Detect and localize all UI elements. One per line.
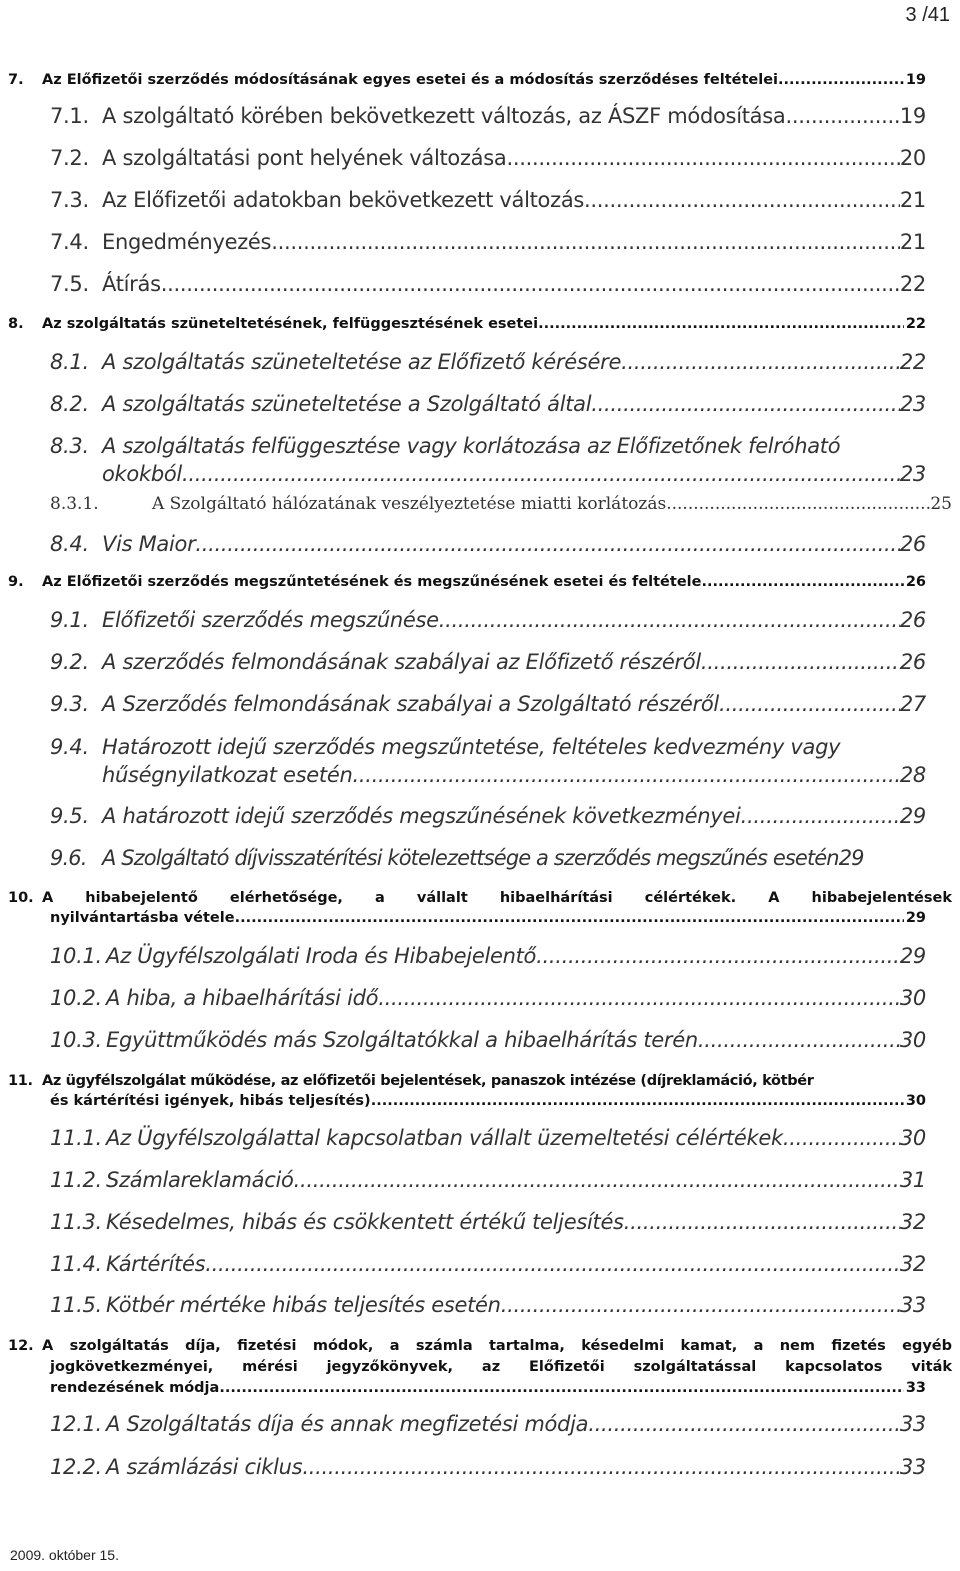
toc-entry-9-6[interactable] [0,846,960,870]
toc-title: Az Előfizetői szerződés megszűntetésének és megszűnésének esetei és feltétele [42,574,702,590]
toc-title: Kártérítés [106,1252,206,1276]
toc-page: 22 [905,316,926,332]
toc-number: 11.1. [50,1126,102,1150]
toc-title: Előfizetői szerződés megszűnése [102,608,439,632]
toc-page: 30 [899,1126,926,1150]
toc-number: 9.1. [50,608,89,632]
toc-entry-11-5[interactable] [0,1293,960,1317]
toc-page: 33 [899,1293,926,1317]
toc-number: 9. [8,574,24,590]
toc-page: 30 [905,1093,926,1109]
toc-number: 11.5. [50,1293,102,1317]
toc-page: 26 [905,574,926,590]
toc-leader [219,1378,903,1399]
toc-title: Számlareklamáció [106,1168,294,1192]
toc-leader [352,761,899,789]
toc-title: A szerződés felmondásának szabályai az Előfizető részéről [102,650,701,674]
toc-leader [778,72,904,88]
toc-leader [698,1028,900,1052]
toc-title-line1: Határozott idejű szerződés megszűntetése, feltételes kedvezmény vagy [102,735,841,759]
toc-number: 10.1. [50,944,102,968]
toc-title: A Szolgáltató hálózatának veszélyeztetése miatti korlátozás [152,494,667,514]
toc-page: 29 [838,846,864,870]
toc-page: 32 [899,1210,926,1234]
toc-page: 23 [899,392,926,416]
toc-title: Az Ügyfélszolgálati Iroda és Hibabejelentő [106,944,537,968]
page-number: 3 /41 [905,4,950,26]
toc-entry-8-2[interactable] [0,392,960,416]
toc-title-line2: okokból [102,462,182,486]
toc-entry-9-3[interactable] [0,692,960,716]
toc-number: 7.2. [50,146,89,170]
toc-page: 22 [899,350,926,374]
toc-leader [783,1126,900,1150]
toc-number: 9.6. [50,846,87,870]
toc-number: 8.3. [50,434,89,458]
toc-entry-11-4[interactable] [0,1252,960,1276]
toc-leader [536,944,900,968]
toc-number: 7.3. [50,188,89,212]
toc-page: 21 [899,230,926,254]
toc-entry-9[interactable] [0,574,960,590]
toc-title-line3: rendezésének módja [50,1380,220,1396]
toc-page: 30 [899,986,926,1010]
toc-title: A Szerződés felmondásának szabályai a Szolgáltató részéről [102,692,719,716]
toc-entry-11[interactable] [0,1071,960,1111]
toc-title: Az Ügyfélszolgálattal kapcsolatban vállalt üzemeltetési célértékek [106,1126,783,1150]
toc-leader [544,316,904,332]
toc-leader [506,146,899,170]
toc-entry-8-4[interactable] [0,532,960,556]
toc-leader [271,230,900,254]
toc-number: 9.3. [50,692,89,716]
toc-page: 22 [899,272,926,296]
toc-number: 7.5. [50,272,89,296]
toc-entry-12[interactable] [0,1336,960,1399]
toc-leader [591,392,900,416]
toc-leader [302,1455,900,1479]
toc-entry-7-2[interactable] [0,146,960,170]
toc-title: A szolgáltatási pont helyének változása [102,146,507,170]
toc-entry-11-2[interactable] [0,1168,960,1192]
toc-leader [501,1293,900,1317]
toc-page: 26 [899,608,926,632]
toc-page: 19 [899,104,926,128]
toc-leader [378,986,900,1010]
toc-page: 29 [899,944,926,968]
toc-entry-7-4[interactable] [0,230,960,254]
toc-number: 10.2. [50,986,102,1010]
toc-title-line1: A hibabejelentő elérhetősége, a vállalt hibaelhárítási célértékek. A hibabejelentések [42,890,952,906]
toc-title: A számlázási ciklus [106,1455,303,1479]
toc-number: 10. [8,890,34,906]
toc-page: 30 [899,1028,926,1052]
toc-entry-7-5[interactable] [0,272,960,296]
toc-leader [624,1210,900,1234]
toc-leader [294,1168,900,1192]
toc-leader [371,1091,904,1111]
toc-leader [584,188,900,212]
toc-entry-9-4[interactable] [0,733,960,789]
toc-number: 12.1. [50,1412,102,1436]
footer-date: 2009. október 15. [10,1547,119,1563]
toc-entry-9-2[interactable] [0,650,960,674]
toc-leader [161,272,900,296]
toc-number: 8.4. [50,532,89,556]
toc-page: 20 [899,146,926,170]
toc-title: A hiba, a hibaelhárítási idő [106,986,379,1010]
toc-page: 31 [899,1168,926,1192]
toc-number: 12. [8,1338,34,1354]
toc-entry-7-3[interactable] [0,188,960,212]
toc-page: 27 [899,692,926,716]
toc-page: 33 [899,1455,926,1479]
toc-title-line2: nyilvántartásba vétele [50,910,235,926]
toc-entry-11-3[interactable] [0,1210,960,1234]
toc-title: Kötbér mértéke hibás teljesítés esetén [106,1293,501,1317]
toc-leader [182,460,900,488]
toc-title: Az Előfizetői adatokban bekövetkezett változás [102,188,585,212]
toc-title: A Szolgáltató díjvisszatérítési kötelezettsége a szerződés megszűnés esetén [102,846,839,870]
toc-title: Az szolgáltatás szüneteltetésének, felfüggesztésének esetei. [42,316,544,332]
toc-leader [741,804,900,828]
toc-title-line1: Az ügyfélszolgálat működése, az előfizetői bejelentések, panaszok intézése (díjreklamáció, kötbér [42,1073,814,1089]
toc-leader [719,692,900,716]
toc-title: A szolgáltatás szüneteltetése a Szolgáltató által [102,392,592,416]
toc-entry-11-1[interactable] [0,1126,960,1150]
toc-number: 7.4. [50,230,89,254]
toc-title: A szolgáltató körében bekövetkezett változás, az ÁSZF módosítása [102,104,786,128]
toc-title: A szolgáltatás szüneteltetése az Előfizető kérésére [102,350,622,374]
toc-leader [235,908,904,928]
toc-title-line2: jogkövetkezményei, mérési jegyzőkönyvek, az Előfizetői szolgáltatással kapcsolatos viták [50,1359,952,1375]
toc-title: Együttműködés más Szolgáltatókkal a hibaelhárítás terén [106,1028,698,1052]
toc-page: 21 [899,188,926,212]
toc-leader [439,608,900,632]
toc-page: 33 [905,1380,926,1396]
toc-leader [785,104,899,128]
toc-leader [666,494,930,514]
toc-entry-9-5[interactable] [0,804,960,828]
toc-leader [701,650,900,674]
toc-page: 19 [905,72,926,88]
toc-leader [621,350,900,374]
toc-entry-10[interactable] [0,888,960,928]
toc-page: 32 [899,1252,926,1276]
toc-title: Az Előfizetői szerződés módosításának egyes esetei és a módosítás szerződéses feltételei [42,72,779,88]
toc-page: 26 [899,532,926,556]
toc-entry-7[interactable] [0,72,960,88]
toc-entry-8-3[interactable] [0,432,960,488]
toc-page: 23 [899,462,926,486]
toc-leader [588,1412,900,1436]
toc-number: 11.2. [50,1168,102,1192]
toc-number: 8. [8,316,24,332]
toc-entry-9-1[interactable] [0,608,960,632]
toc-number: 10.3. [50,1028,102,1052]
toc-number: 11.4. [50,1252,102,1276]
toc-entry-8[interactable] [0,316,960,332]
toc-number: 8.1. [50,350,89,374]
toc-title-line2: és kártérítési igények, hibás teljesítés) [50,1093,371,1109]
toc-entry-10-3[interactable] [0,1028,960,1052]
toc-number: 11. [8,1073,33,1089]
toc-leader [195,532,899,556]
toc-title: Engedményezés [102,230,272,254]
toc-number: 9.5. [50,804,89,828]
toc-title-line2: hűségnyilatkozat esetén [102,763,353,787]
toc-number: 8.3.1. [50,494,99,514]
toc-entry-10-1[interactable] [0,944,960,968]
toc-number: 9.2. [50,650,89,674]
toc-title: Átírás [102,272,161,296]
toc-entry-12-1[interactable] [0,1412,960,1436]
toc-number: 11.3. [50,1210,102,1234]
toc-page: 29 [899,804,926,828]
toc-number: 9.4. [50,735,89,759]
toc-page: 25 [930,494,952,514]
toc-entry-8-3-1[interactable] [0,494,960,514]
toc-title-line1: A szolgáltatás felfüggesztése vagy korlátozása az Előfizetőnek felróható [102,434,841,458]
toc-leader [205,1252,900,1276]
toc-number: 7. [8,72,24,88]
toc-entry-8-1[interactable] [0,350,960,374]
toc-page: 33 [899,1412,926,1436]
toc-number: 12.2. [50,1455,102,1479]
toc-title: Vis Maior [102,532,196,556]
toc-title: A Szolgáltatás díja és annak megfizetési módja [106,1412,589,1436]
toc-title-line1: A szolgáltatás díja, fizetési módok, a számla tartalma, késedelmi kamat, a nem fizetés egyéb [42,1338,952,1354]
toc-entry-12-2[interactable] [0,1455,960,1479]
toc-page: 29 [905,910,926,926]
toc-page: 26 [899,650,926,674]
toc-leader [701,574,903,590]
toc-page: 28 [899,763,926,787]
toc-entry-10-2[interactable] [0,986,960,1010]
toc-title: A határozott idejű szerződés megszűnésének következményei [102,804,741,828]
toc-number: 7.1. [50,104,89,128]
toc-title: Késedelmes, hibás és csökkentett értékű teljesítés [106,1210,624,1234]
toc-number: 8.2. [50,392,89,416]
toc-entry-7-1[interactable] [0,104,960,128]
